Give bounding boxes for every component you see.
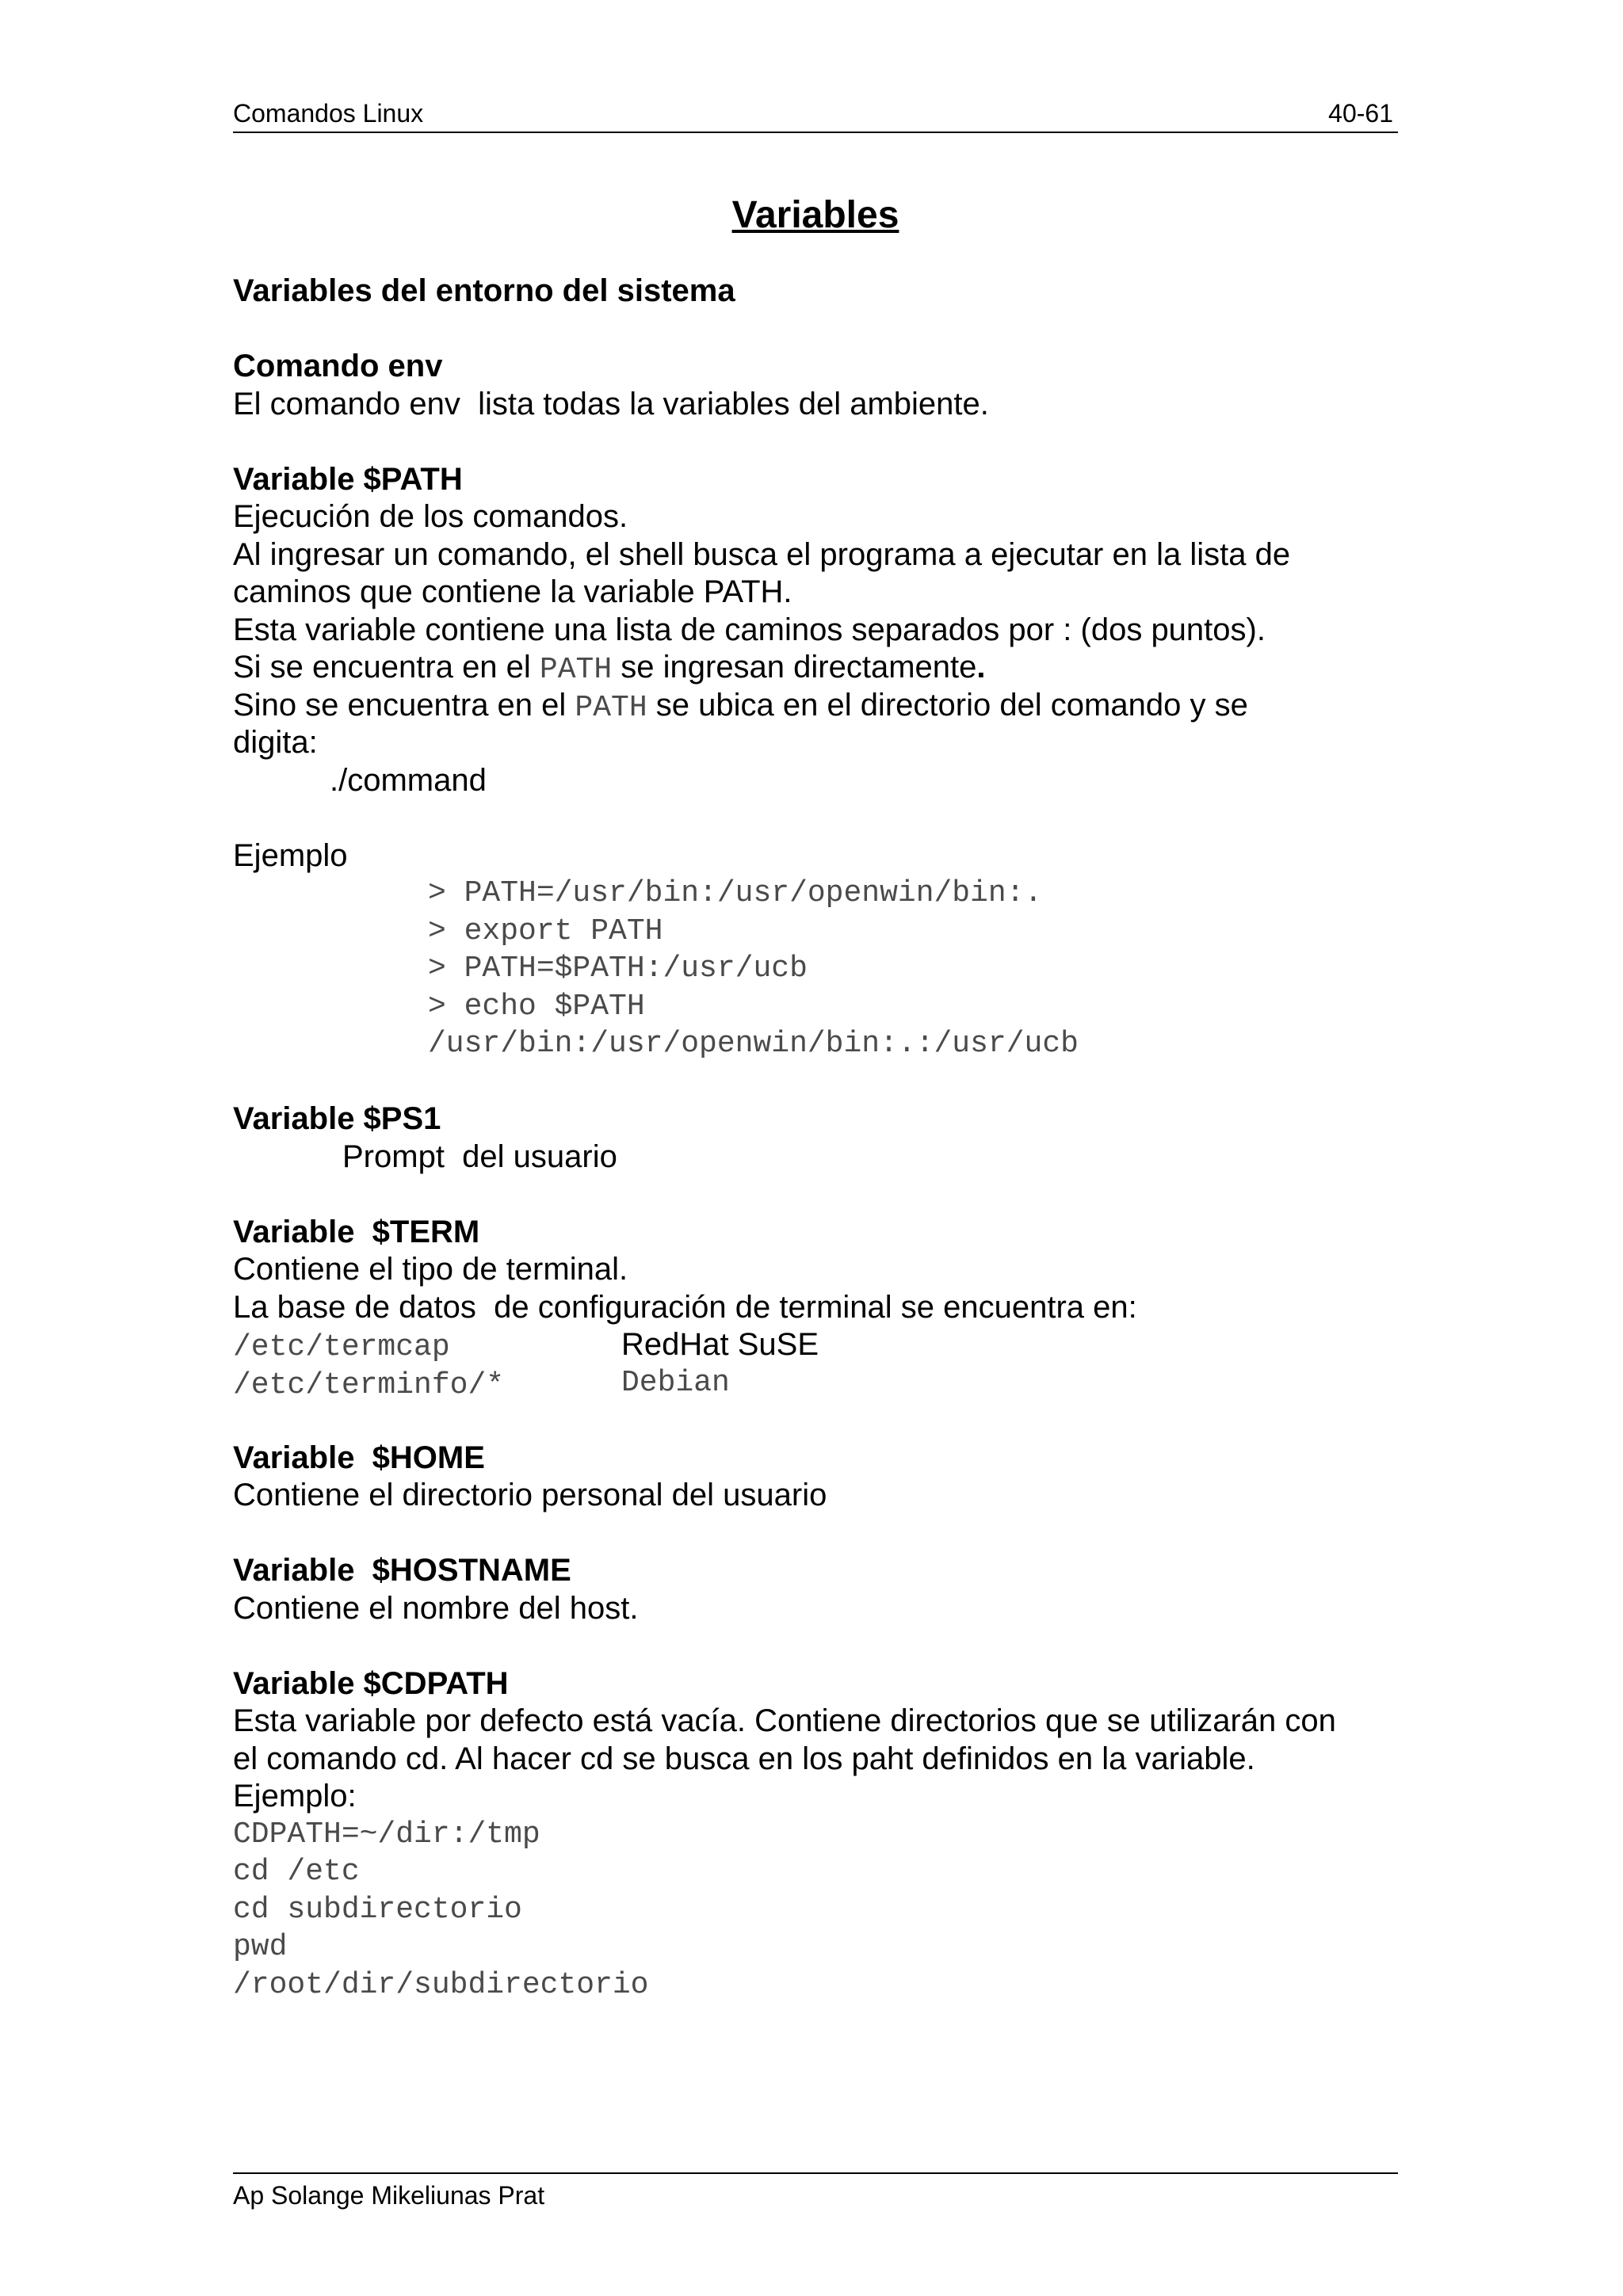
- example-label: Ejemplo: [233, 837, 348, 873]
- paragraph-line-mixed: [233, 649, 1398, 687]
- term-distro: RedHat SuSE: [621, 1327, 819, 1362]
- term-distro: Debian: [621, 1365, 730, 1400]
- code-line: cd /etc: [233, 1855, 360, 1889]
- page-number: 40-61: [1328, 99, 1393, 128]
- inline-code: PATH: [539, 653, 613, 687]
- code-line: > echo $PATH: [428, 989, 645, 1024]
- code-line: > export PATH: [428, 913, 663, 948]
- section-heading-cdpath: Variable $CDPATH: [233, 1665, 509, 1701]
- page-title: Variables: [731, 194, 899, 236]
- paragraph-line: caminos que contiene la variable PATH.: [233, 574, 792, 609]
- paragraph-line: La base de datos de configuración de terminal se encuentra en:: [233, 1289, 1137, 1325]
- code-line: pwd: [233, 1930, 288, 1964]
- term-row: [233, 1364, 1398, 1402]
- section-heading-hostname: Variable $HOSTNAME: [233, 1553, 571, 1588]
- paragraph-line: Ejecución de los comandos.: [233, 499, 628, 534]
- term-path: /etc/termcap: [233, 1330, 450, 1364]
- page-footer: Ap Solange Mikeliunas Prat: [233, 2172, 1398, 2215]
- code-line: /usr/bin:/usr/openwin/bin:.:/usr/ucb: [428, 1027, 1079, 1061]
- paragraph-line: Prompt del usuario: [342, 1138, 617, 1174]
- section-heading-term: Variable $TERM: [233, 1214, 480, 1249]
- text-run: Sino se encuentra en el: [233, 687, 575, 723]
- code-line: cd subdirectorio: [233, 1892, 522, 1927]
- code-line: /root/dir/subdirectorio: [233, 1967, 649, 2002]
- inline-code: PATH: [575, 690, 647, 725]
- code-line: > PATH=$PATH:/usr/ucb: [428, 952, 808, 986]
- paragraph-line: Contiene el nombre del host.: [233, 1590, 639, 1626]
- code-line: CDPATH=~/dir:/tmp: [233, 1817, 540, 1852]
- paragraph-line: el comando cd. Al hacer cd se busca en los paht definidos en la variable.: [233, 1741, 1255, 1776]
- paragraph-line: Contiene el tipo de terminal.: [233, 1252, 628, 1287]
- paragraph-line: El comando env lista todas la variables del ambiente.: [233, 386, 989, 421]
- document-body: [233, 273, 1398, 2004]
- paragraph-line: Esta variable contiene una lista de caminos separados por : (dos puntos).: [233, 612, 1266, 647]
- paragraph-line: Al ingresar un comando, el shell busca el programa a ejecutar en la lista de: [233, 536, 1291, 572]
- term-row: [233, 1326, 1398, 1364]
- section-heading-ps1: Variable $PS1: [233, 1101, 441, 1136]
- command-line: ./command: [330, 762, 487, 798]
- paragraph-line: Esta variable por defecto está vacía. Contiene directorios que se utilizarán con: [233, 1703, 1336, 1738]
- paragraph-line-mixed: [233, 687, 1398, 725]
- section-heading-system-env: Variables del entorno del sistema: [233, 273, 735, 308]
- text-run: se ingresan directamente: [612, 650, 977, 685]
- text-run: Si se encuentra en el: [233, 650, 540, 685]
- page-header: [233, 95, 1398, 133]
- text-run: .: [976, 650, 986, 685]
- section-heading-home: Variable $HOME: [233, 1440, 485, 1475]
- code-line: > PATH=/usr/bin:/usr/openwin/bin:.: [428, 876, 1043, 910]
- section-heading-path: Variable $PATH: [233, 461, 463, 497]
- paragraph-line: Ejemplo:: [233, 1779, 357, 1814]
- paragraph-line: Contiene el directorio personal del usuario: [233, 1478, 827, 1512]
- term-path: /etc/terminfo/*: [233, 1367, 505, 1402]
- section-heading-env: Comando env: [233, 349, 443, 383]
- text-run: se ubica en el directorio del comando y se: [647, 687, 1248, 723]
- header-title: Comandos Linux: [233, 99, 424, 128]
- document-page: [233, 0, 1398, 2296]
- paragraph-line: digita:: [233, 725, 318, 760]
